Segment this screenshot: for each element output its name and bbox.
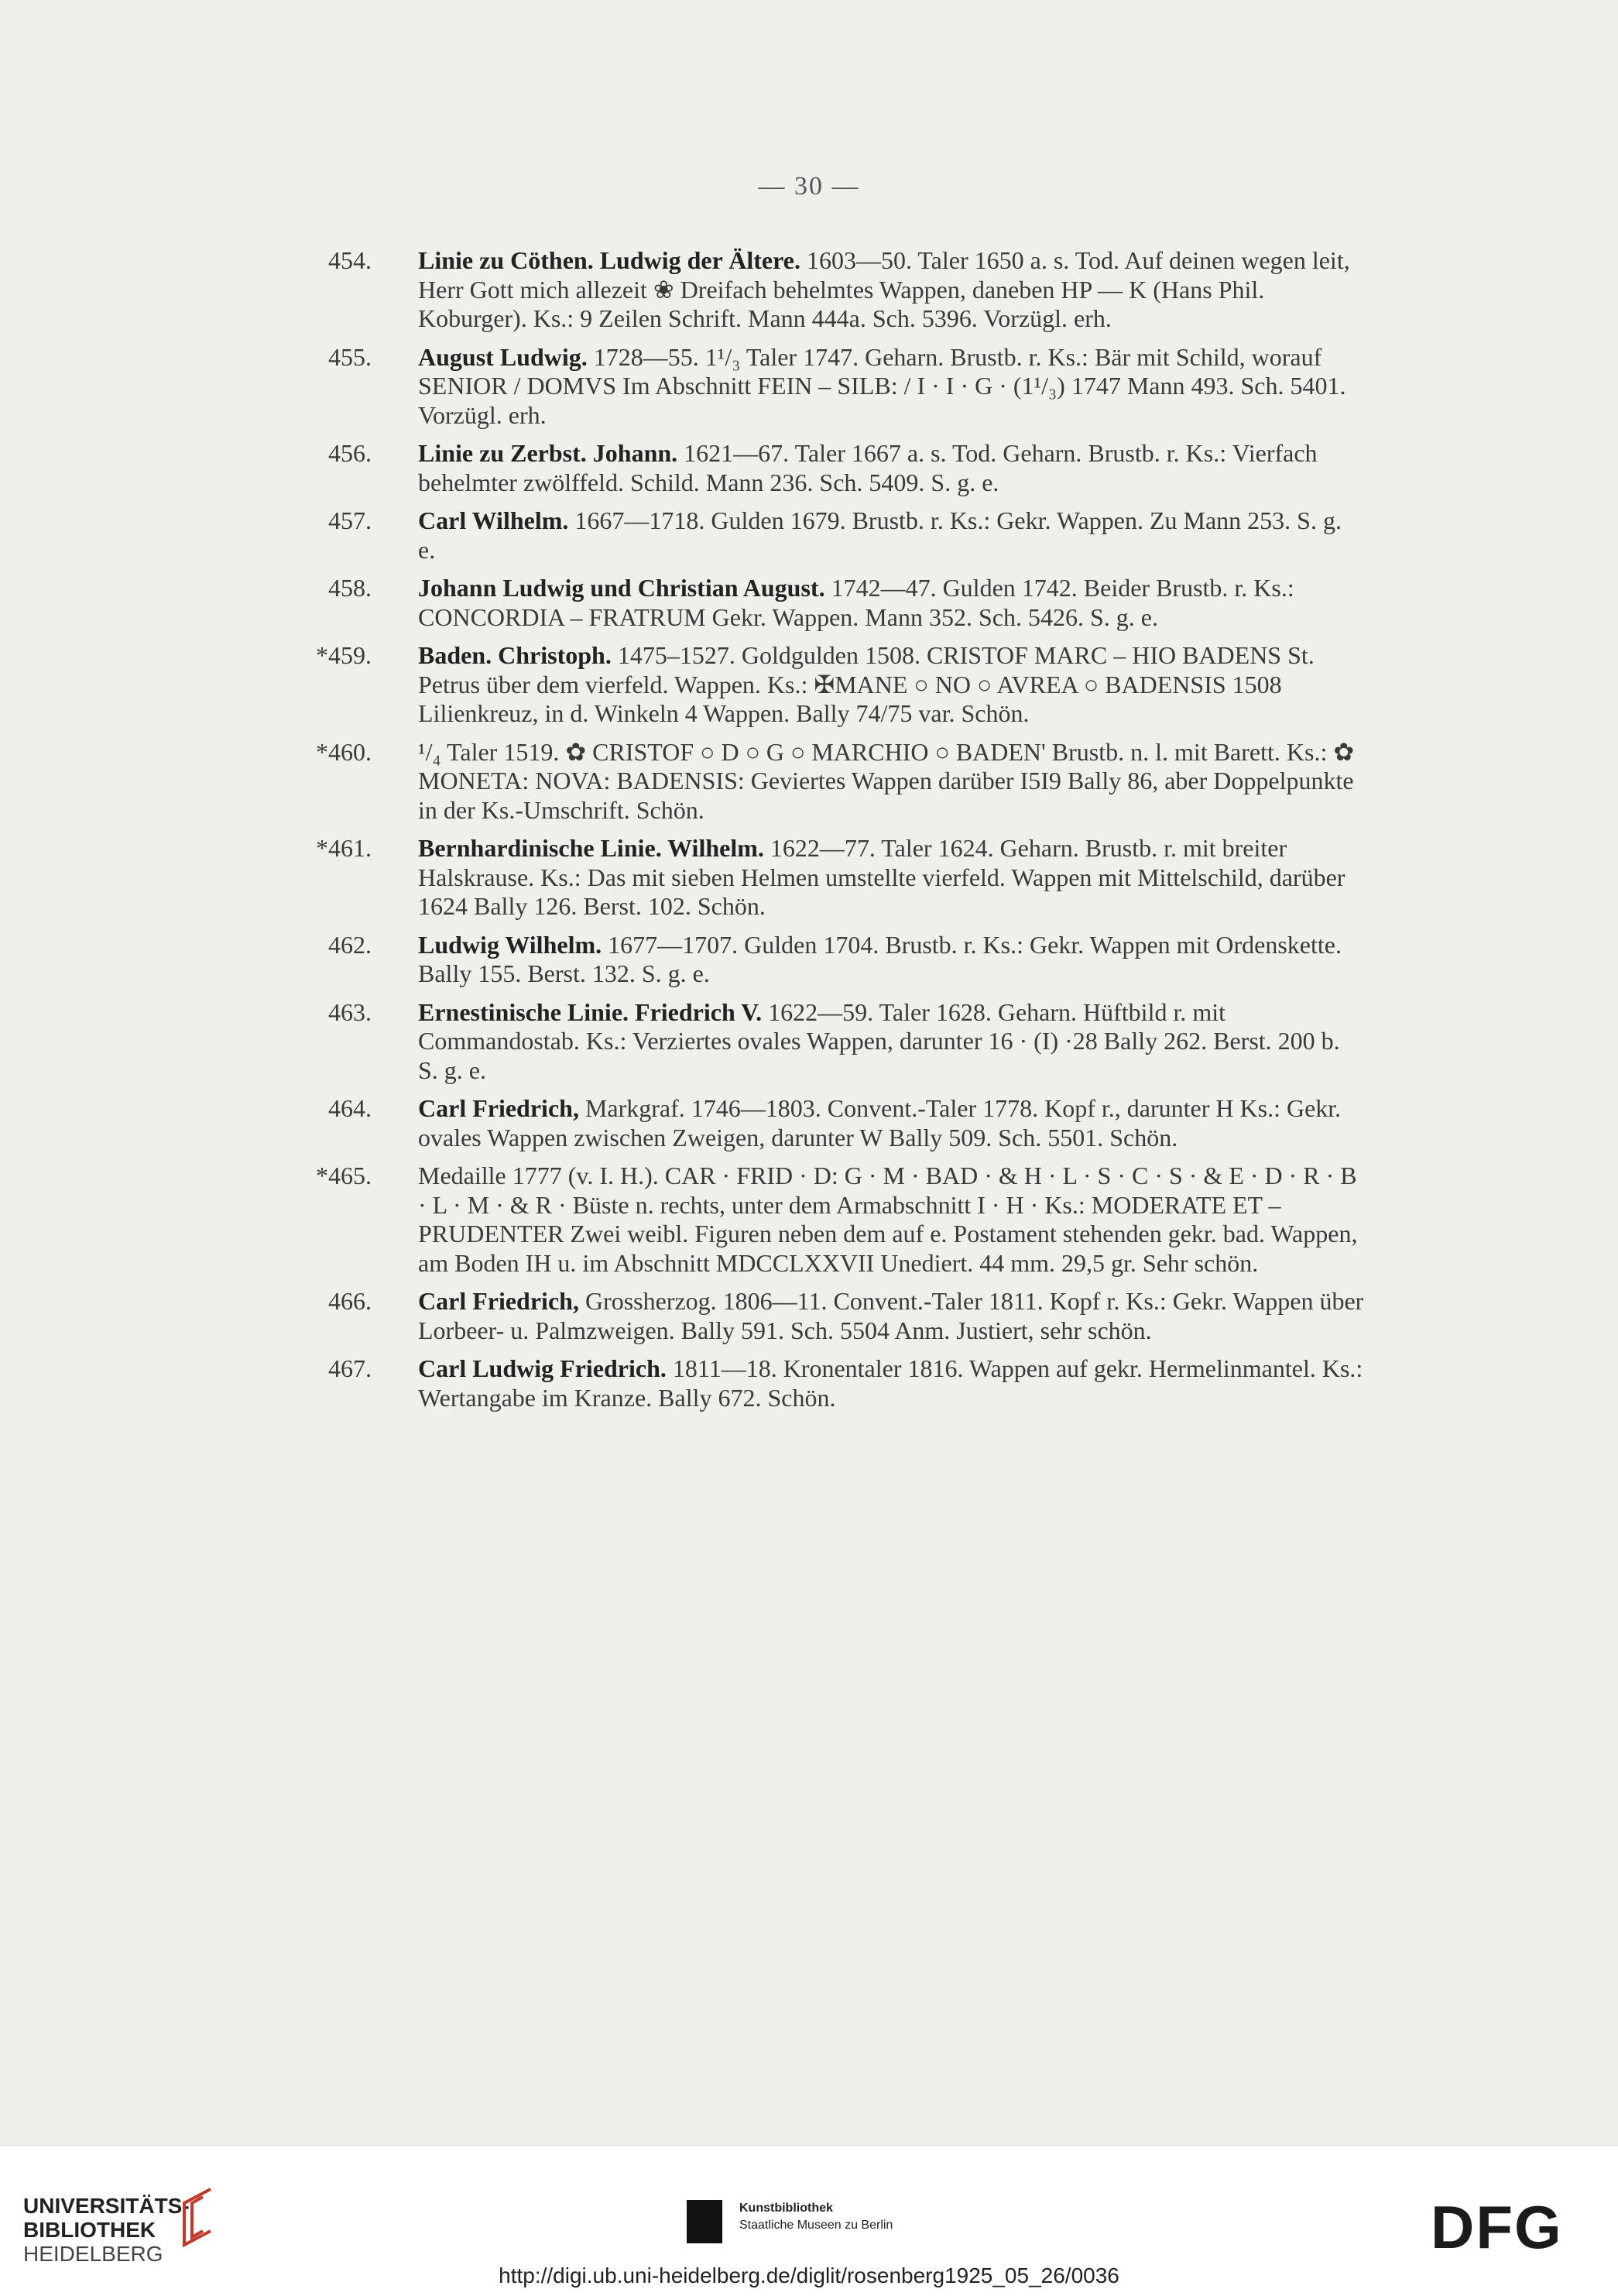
kb-line2: Staatliche Museen zu Berlin [739, 2219, 893, 2232]
entry-title: Carl Friedrich, [418, 1287, 579, 1315]
catalog-entry-461 [288, 834, 1364, 921]
entry-title: Linie zu Zerbst. Johann. [418, 439, 678, 467]
entry-number: 454. [328, 246, 372, 274]
entry-description: 1622—77. Taler 1624. Geharn. Brustb. r. mit breiter Halskrause. Ks.: Das mit sieben Helmen umstellte vierfeld. Wappen mit Mittelschild, darüber 1624 Bally 126. Berst. 102. Schön. [418, 834, 1345, 920]
catalog-entry-465 [288, 1162, 1364, 1278]
entry-number: *460. [316, 737, 372, 766]
entry-description: Medaille 1777 (v. I. H.). CAR · FRID · D: G · M · BAD · & H · L · S · C · S · & E · D · R · B · L · M · & R · Büste n. rechts, unter dem Armabschnitt I · H · Ks.: MODERATE ET – PRUDENTER Zwei weibl. Figuren neben dem auf e. Postament stehenden gekr. bad. Wappen, am Boden IH u. im Abschnitt MDCCLXXVII Unediert. 44 mm. 29,5 gr. Sehr schön. [418, 1162, 1358, 1277]
entry-title: Bernhardinische Linie. Wilhelm. [418, 834, 764, 862]
entry-number: 467. [328, 1354, 372, 1382]
kunstbibliothek-logo[interactable] [739, 2200, 893, 2234]
entry-description: 1728—55. 1¹/₃ Taler 1747. Geharn. Brustb. r. Ks.: Bär mit Schild, worauf SENIOR / DOMVS Im Abschnitt FEIN – SILB: / I · I · G · (1¹/₃) 1747 Mann 493. Sch. 5401. Vorzügl. erh. [418, 342, 1346, 429]
ub-heidelberg-logo[interactable] [23, 2194, 190, 2266]
entry-number: 457. [328, 506, 372, 534]
entry-description: 1622—59. Taler 1628. Geharn. Hüftbild r. mit Commandostab. Ks.: Verziertes ovales Wappen, darunter 16 · (I) ·28 Bally 262. Berst. 200 b. S. g. e. [418, 997, 1340, 1084]
entry-title: Ernestinische Linie. Friedrich V. [418, 997, 763, 1026]
entry-title: Carl Ludwig Friedrich. [418, 1354, 667, 1382]
page-url-link[interactable]: http://digi.ub.uni-heidelberg.de/diglit/rosenberg1925_05_26/0036 [499, 2263, 1119, 2287]
catalog-entry-456 [288, 439, 1364, 497]
catalog-entry-455 [288, 343, 1364, 431]
entry-number: 464. [328, 1094, 372, 1122]
catalog-entry-466 [288, 1287, 1364, 1345]
entry-title: Baden. Christoph. [418, 641, 612, 669]
entry-number: *461. [316, 834, 372, 862]
ub-logo-line2: BIBLIOTHEK [23, 2218, 156, 2242]
entry-description: Grossherzog. 1806—11. Convent.-Taler 1811. Kopf r. Ks.: Gekr. Wappen über Lorbeer- u. Palmzweigen. Bally 591. Sch. 5504 Anm. Justiert, sehr schön. [418, 1287, 1364, 1344]
entry-title: Linie zu Cöthen. Ludwig der Ältere. [418, 246, 800, 274]
entry-number: 456. [328, 439, 372, 467]
entry-description: 1742—47. Gulden 1742. Beider Brustb. r. Ks.: CONCORDIA – FRATRUM Gekr. Wappen. Mann 352. Sch. 5426. S. g. e. [418, 574, 1294, 631]
ub-logo-line3: HEIDELBERG [23, 2242, 163, 2266]
ub-bracket-icon [172, 2186, 218, 2253]
entry-description: 1621—67. Taler 1667 a. s. Tod. Geharn. Brustb. r. Ks.: Vierfach behelmter zwölffeld. Schild. Mann 236. Sch. 5409. S. g. e. [418, 439, 1318, 496]
entry-number: *459. [316, 641, 372, 669]
entry-description: 1667—1718. Gulden 1679. Brustb. r. Ks.: Gekr. Wappen. Zu Mann 253. S. g. e. [418, 506, 1342, 564]
entry-description: Markgraf. 1746—1803. Convent.-Taler 1778. Kopf r., darunter H Ks.: Gekr. ovales Wappen zwischen Zweigen, darunter W Bally 509. Sch. 5501. Schön. [418, 1094, 1342, 1151]
entry-number: 466. [328, 1287, 372, 1315]
catalog-entry-459 [288, 641, 1364, 729]
catalog-entry-457 [288, 506, 1364, 565]
entry-description: ¹/₄ Taler 1519. ✿ CRISTOF ○ D ○ G ○ MARCHIO ○ BADEN' Brustb. n. l. mit Barett. Ks.: ✿ MONETA: NOVA: BADENSIS: Geviertes Wappen darüber I5I9 Bally 86, aber Doppelpunkte in der Ks.-Umschrift. Schön. [418, 737, 1355, 824]
entry-title: Johann Ludwig und Christian August. [418, 574, 825, 602]
entry-description: 1811—18. Kronentaler 1816. Wappen auf gekr. Hermelinmantel. Ks.: Wertangabe im Kranze. Bally 672. Schön. [418, 1354, 1363, 1412]
entry-number: 462. [328, 930, 372, 959]
entry-title: Carl Wilhelm. [418, 506, 569, 534]
entry-description: 1677—1707. Gulden 1704. Brustb. r. Ks.: Gekr. Wappen mit Ordenskette. Bally 155. Berst. 132. S. g. e. [418, 930, 1342, 987]
entry-title: August Ludwig. [418, 342, 588, 371]
catalog-entry-460 [288, 738, 1364, 825]
entry-title: Carl Friedrich, [418, 1094, 579, 1122]
kb-line1: Kunstbibliothek [739, 2202, 833, 2215]
catalog-entry-462 [288, 931, 1364, 989]
catalog-entry-463 [288, 998, 1364, 1086]
kunstbibliothek-icon [687, 2200, 722, 2243]
page-number: — 30 — [758, 172, 860, 201]
catalog-entries [288, 246, 1364, 1422]
entry-number: *465. [316, 1162, 372, 1189]
dfg-logo[interactable]: DFG [1431, 2193, 1563, 2261]
footer-bar [0, 2145, 1618, 2296]
entry-number: 463. [328, 997, 372, 1026]
entry-description: 1475–1527. Goldgulden 1508. CRISTOF MARC – HIO BADENS St. Petrus über dem vierfeld. Wappen. Ks.: ✠MANE ○ NO ○ AVREA ○ BADENSIS 1508 Lilienkreuz, in d. Winkeln 4 Wappen. Bally 74/75 var. Schön. [418, 641, 1315, 727]
ub-logo-line1: UNIVERSITÄTS- [23, 2194, 190, 2218]
entry-number: 458. [328, 574, 372, 602]
entry-description: 1603—50. Taler 1650 a. s. Tod. Auf deinen wegen leit, Herr Gott mich allezeit ❀ Dreifach behelmtes Wappen, daneben HP — K (Hans Phil. Koburger). Ks.: 9 Zeilen Schrift. Mann 444a. Sch. 5396. Vorzügl. erh. [418, 246, 1350, 332]
catalog-entry-467 [288, 1354, 1364, 1412]
entry-title: Ludwig Wilhelm. [418, 930, 602, 959]
catalog-entry-458 [288, 574, 1364, 632]
catalog-entry-464 [288, 1094, 1364, 1152]
catalog-entry-454 [288, 246, 1364, 334]
entry-number: 455. [328, 342, 372, 371]
